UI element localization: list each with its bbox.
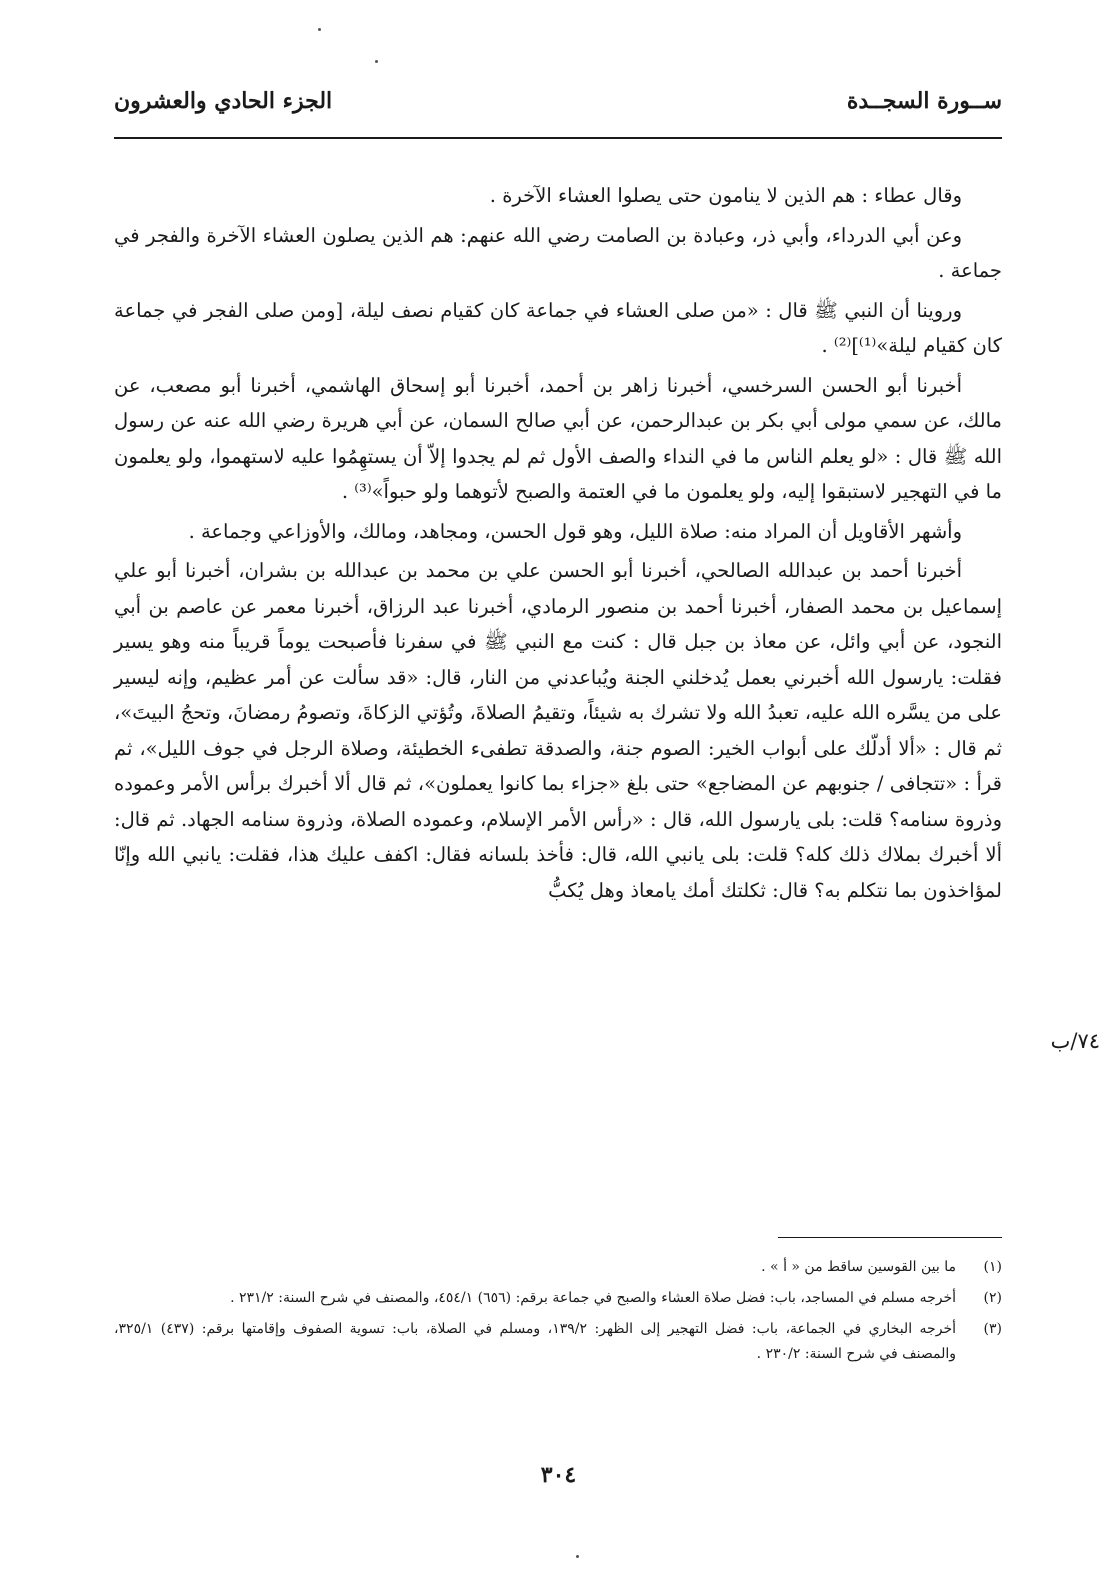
running-header [114, 88, 1002, 124]
manuscript-folio-note: ٧٤/ب [1050, 1029, 1100, 1053]
juz-title: الجزء الحادي والعشرون [114, 88, 333, 114]
footnotes [114, 1255, 1002, 1373]
footnote [114, 1286, 1002, 1311]
paragraph: وقال عطاء : هم الذين لا ينامون حتى يصلوا العشاء الآخرة . [489, 184, 962, 207]
scan-speck [375, 60, 378, 63]
paragraph: أخبرنا أبو الحسن السرخسي، أخبرنا زاهر بن أحمد، أخبرنا أبو إسحاق الهاشمي، أخبرنا أبو مصعب، عن مالك، عن سمي مولى أبي بكر بن عبدالرحمن، عن أبي صالح السمان، عن أبي هريرة رضي الله عنه عن رسول الله ﷺ قال : «لو يعلم الناس ما في النداء والصف الأول ثم لم يجدوا إلاّ أن يستهِمُوا عليه لاستهموا، ولو يعلمون ما في التهجير لاستبقوا إليه، ولو يعلمون ما في العتمة والصبح لأتوهما ولو حبواً»⁽³⁾ . [114, 373, 1002, 503]
footnote [114, 1317, 1002, 1367]
main-text [114, 178, 1002, 912]
surah-title: ســورة السجــدة [846, 88, 1002, 114]
paragraph: وأشهر الأقاويل أن المراد منه: صلاة الليل، وهو قول الحسن، ومجاهد، ومالك، والأوزاعي وجماعة . [188, 519, 962, 543]
footnote [114, 1255, 1002, 1280]
footnote-number: (٣) [983, 1321, 1002, 1337]
header-rule [114, 137, 1002, 139]
footnote-text: أخرجه البخاري في الجماعة، باب: فضل التهجير إلى الظهر: ١٣٩/٢، ومسلم في الصلاة، باب: تسوية الصفوف وإقامتها برقم: (٤٣٧) ٣٢٥/١، والمصنف في شرح السنة: ٢٣٠/٢ . [114, 1321, 956, 1362]
scan-speck [576, 1555, 579, 1558]
paragraph: وروينا أن النبي ﷺ قال : «من صلى العشاء في جماعة كان كقيام نصف ليلة، [ومن صلى الفجر في جماعة كان كقيام ليلة»⁽¹⁾]⁽²⁾ . [114, 298, 1002, 357]
footnote-rule [778, 1237, 1002, 1238]
scan-speck [318, 28, 321, 31]
footnote-number: (٢) [983, 1290, 1002, 1306]
page-number: ٣٠٤ [540, 1462, 577, 1488]
footnote-number: (١) [983, 1259, 1002, 1275]
paragraph: وعن أبي الدرداء، وأبي ذر، وعبادة بن الصامت رضي الله عنهم: هم الذين يصلون العشاء الآخرة والفجر في جماعة . [114, 223, 1002, 282]
footnote-text: أخرجه مسلم في المساجد، باب: فضل صلاة العشاء والصبح في جماعة برقم: (٦٥٦) ٤٥٤/١، والمصنف في شرح السنة: ٢٣١/٢ . [230, 1290, 956, 1306]
paragraph: أخبرنا أحمد بن عبدالله الصالحي، أخبرنا أبو الحسن علي بن محمد بن عبدالله بن بشران، أخبرنا أبو علي إسماعيل بن محمد الصفار، أخبرنا أحمد بن منصور الرمادي، أخبرنا عبد الرزاق، أخبرنا معمر عن عاصم بن أبي النجود، عن أبي وائل، عن معاذ بن جبل قال : كنت مع النبي ﷺ في سفرنا فأصبحت يوماً قريباً منه وهو يسير فقلت: يارسول الله أخبرني بعمل يُدخلني الجنة ويُباعدني من النار، قال: «قد سألت عن أمر عظيم، وإنه ليسير على من يسَّره الله عليه، تعبدُ الله ولا تشرك به شيئاً، وتقيمُ الصلاةَ، وتُؤتي الزكاةَ، وتصومُ رمضانَ، وتحجُ البيتَ»، ثم قال : «ألا أدلّك على أبواب الخير: الصوم جنة، والصدقة تطفىء الخطيئة، وصلاة الرجل في جوف الليل»، ثم قرأ : «تتجافى / جنوبهم عن المضاجع» حتى بلغ «جزاء بما كانوا يعملون»، ثم قال ألا أخبرك برأس الأمر وعموده وذروة سنامه؟ قلت: بلى يارسول الله، قال : «رأس الأمر الإسلام، وعموده الصلاة، وذروة سنامه الجهاد. ثم قال: ألا أخبرك بملاك ذلك كله؟ قلت: بلى يانبي الله، قال: فأخذ بلسانه فقال: اكفف عليك هذا، فقلت: يانبي الله وإنّا لمؤاخذون بما نتكلم به؟ قال: ثكلتك أمك يامعاذ وهل يُكبُّ [114, 559, 1002, 902]
footnote-text: ما بين القوسين ساقط من « أ » . [761, 1259, 956, 1275]
